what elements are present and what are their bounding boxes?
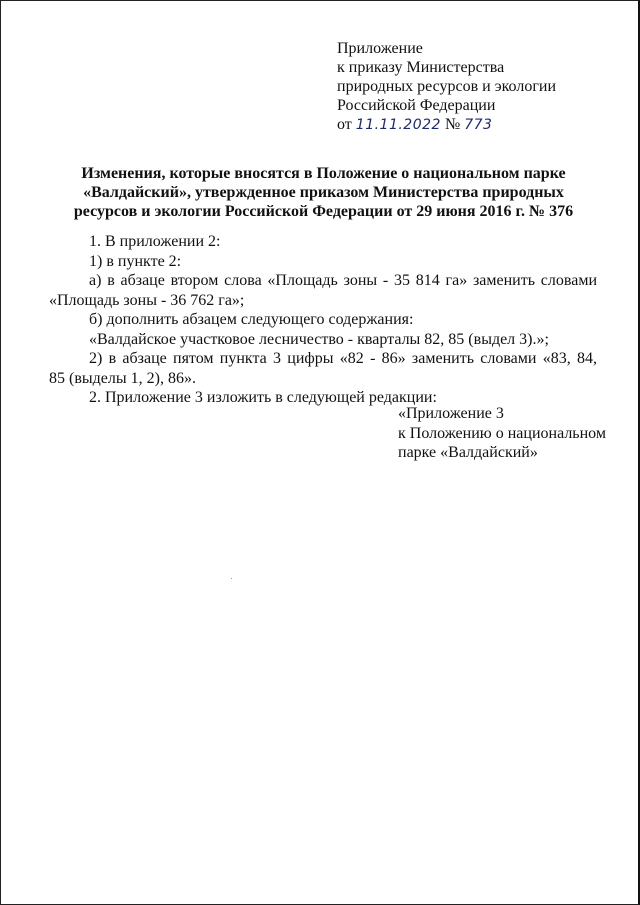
- appendix-line-2: к Положению о национальном: [398, 424, 606, 442]
- number-sign: №: [444, 116, 461, 133]
- paragraph-3-line-1: а) в абзаце втором слова «Площадь зоны - 35 814 га» заменить словами: [89, 272, 597, 289]
- document-title: [61, 164, 586, 221]
- appendix-line-1: «Приложение 3: [398, 405, 504, 422]
- title-line-1: Изменения, которые вносятся в Положение о национальном парке: [81, 165, 566, 182]
- approval-header: [337, 39, 556, 135]
- paragraph-5: «Валдайское участковое лесничество - кварталы 82, 85 (выдел 3).»;: [89, 330, 549, 348]
- header-line-2: к приказу Министерства: [337, 59, 505, 76]
- date-prefix: от: [337, 116, 352, 133]
- paragraph-6-line-2: 85 (выделы 1, 2), 86».: [49, 369, 196, 387]
- paragraph-4: б) дополнить абзацем следующего содержания:: [89, 311, 414, 328]
- paragraph-3-line-2: «Площадь зоны - 36 762 га»;: [49, 291, 245, 309]
- scan-speck: [231, 578, 232, 579]
- paragraph-1: 1. В приложении 2:: [89, 233, 221, 250]
- title-line-2: «Валдайский», утвержденное приказом Министерства природных: [83, 184, 564, 201]
- paragraph-7: 2. Приложение 3 изложить в следующей редакции:: [89, 389, 437, 406]
- handwritten-date: 11.11.2022: [355, 117, 441, 133]
- handwritten-order-number: 773: [464, 117, 493, 133]
- appendix-line-3: парке «Валдайский»: [398, 444, 538, 461]
- appendix-header: [398, 404, 606, 463]
- header-line-1: Приложение: [337, 40, 423, 57]
- header-line-4: Российской Федерации: [337, 97, 496, 114]
- paragraph-6-line-1: 2) в абзаце пятом пункта 3 цифры «82 - 86» заменить словами «83, 84,: [89, 350, 597, 367]
- header-date-line: [337, 115, 556, 135]
- document-body: [49, 232, 597, 408]
- paragraph-2: 1) в пункте 2:: [89, 252, 182, 270]
- title-line-3: ресурсов и экологии Российской Федерации от 29 июня 2016 г. № 376: [73, 203, 574, 220]
- header-line-3: природных ресурсов и экологии: [337, 78, 557, 95]
